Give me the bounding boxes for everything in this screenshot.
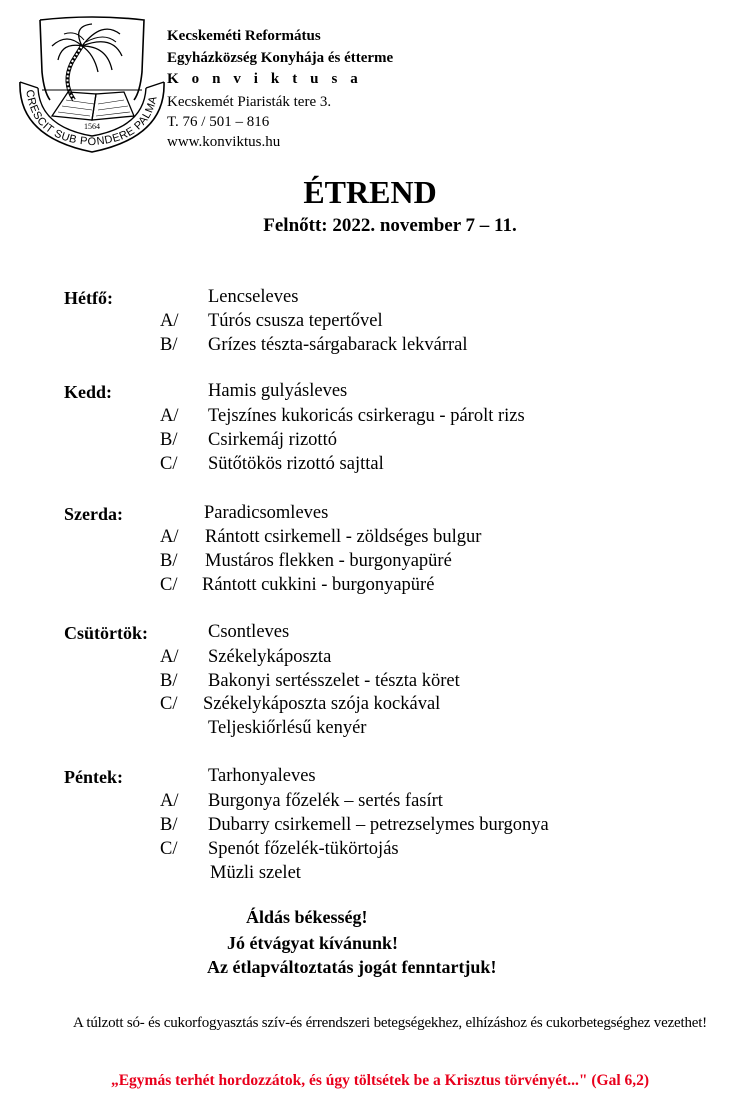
health-note: A túlzott só- és cukorfogyasztás szív-és érrendszeri betegségekhez, elhízáshoz és cukorbetegséghez vezethet! <box>73 1015 707 1031</box>
option-label: C/ <box>160 839 178 859</box>
org-name-line3: K o n v i k t u s a <box>167 71 363 87</box>
phone: T. 76 / 501 – 816 <box>167 114 270 130</box>
website-link[interactable]: www.konviktus.hu <box>167 134 281 150</box>
option-label: B/ <box>160 551 178 571</box>
option-label: B/ <box>160 671 178 691</box>
day-label: Csütörtök: <box>64 623 148 643</box>
option-dish: Rántott csirkemell - zöldséges bulgur <box>205 527 482 547</box>
address: Kecskemét Piaristák tere 3. <box>167 94 332 110</box>
closing-disclaimer: Az étlapváltoztatás jogát fenntartjuk! <box>207 957 497 977</box>
org-name-line2: Egyházközség Konyhája és étterme <box>167 50 394 66</box>
svg-text:1564: 1564 <box>84 122 100 131</box>
option-label: B/ <box>160 335 178 355</box>
bible-quote: „Egymás terhét hordozzátok, és úgy töltsétek be a Krisztus törvényét..." (Gal 6,2) <box>110 1072 650 1089</box>
option-dish: Túrós csusza tepertővel <box>208 311 383 331</box>
option-dish: Székelykáposzta szója kockával <box>203 694 441 714</box>
option-dish: Csirkemáj rizottó <box>208 430 337 450</box>
soup: Tarhonyaleves <box>208 766 316 786</box>
day-label: Hétfő: <box>64 288 113 308</box>
soup: Paradicsomleves <box>204 503 329 523</box>
option-label: A/ <box>160 791 179 811</box>
option-dish: Bakonyi sertésszelet - tészta köret <box>208 671 460 691</box>
option-label: C/ <box>160 694 178 714</box>
closing-appetite: Jó étvágyat kívánunk! <box>227 933 399 953</box>
option-dish: Burgonya főzelék – sertés fasírt <box>208 791 443 811</box>
option-dish: Sütőtökös rizottó sajttal <box>208 454 384 474</box>
option-dish: Mustáros flekken - burgonyapüré <box>205 551 452 571</box>
option-label: C/ <box>160 575 178 595</box>
option-dish: Dubarry csirkemell – petrezselymes burgonya <box>208 815 549 835</box>
closing-blessing: Áldás békesség! <box>246 907 368 927</box>
option-label: A/ <box>160 647 179 667</box>
extra-item: Müzli szelet <box>210 863 301 883</box>
soup: Csontleves <box>208 622 290 642</box>
option-dish: Rántott cukkini - burgonyapüré <box>202 575 435 595</box>
page-subtitle: Felnőtt: 2022. november 7 – 11. <box>263 215 517 236</box>
option-label: B/ <box>160 430 178 450</box>
option-dish: Székelykáposzta <box>208 647 332 667</box>
option-label: C/ <box>160 454 178 474</box>
svg-text:CRESCIT SUB PONDERE PALMA: CRESCIT SUB PONDERE PALMA <box>23 88 160 149</box>
page-title: ÉTREND <box>303 174 437 210</box>
option-dish: Tejszínes kukoricás csirkeragu - párolt rizs <box>208 406 525 426</box>
option-dish: Grízes tészta-sárgabarack lekvárral <box>208 335 468 355</box>
option-dish: Spenót főzelék-tükörtojás <box>208 839 399 859</box>
option-label: A/ <box>160 406 179 426</box>
day-label: Szerda: <box>64 504 123 524</box>
option-label: B/ <box>160 815 178 835</box>
option-label: A/ <box>160 311 179 331</box>
org-name-line1: Kecskeméti Református <box>167 28 321 44</box>
day-label: Kedd: <box>64 382 113 402</box>
extra-item: Teljeskiőrlésű kenyér <box>208 718 367 738</box>
soup: Lencseleves <box>208 287 299 307</box>
church-crest-logo-icon <box>12 12 172 157</box>
option-label: A/ <box>160 527 179 547</box>
soup: Hamis gulyásleves <box>208 381 348 401</box>
day-label: Péntek: <box>64 767 123 787</box>
